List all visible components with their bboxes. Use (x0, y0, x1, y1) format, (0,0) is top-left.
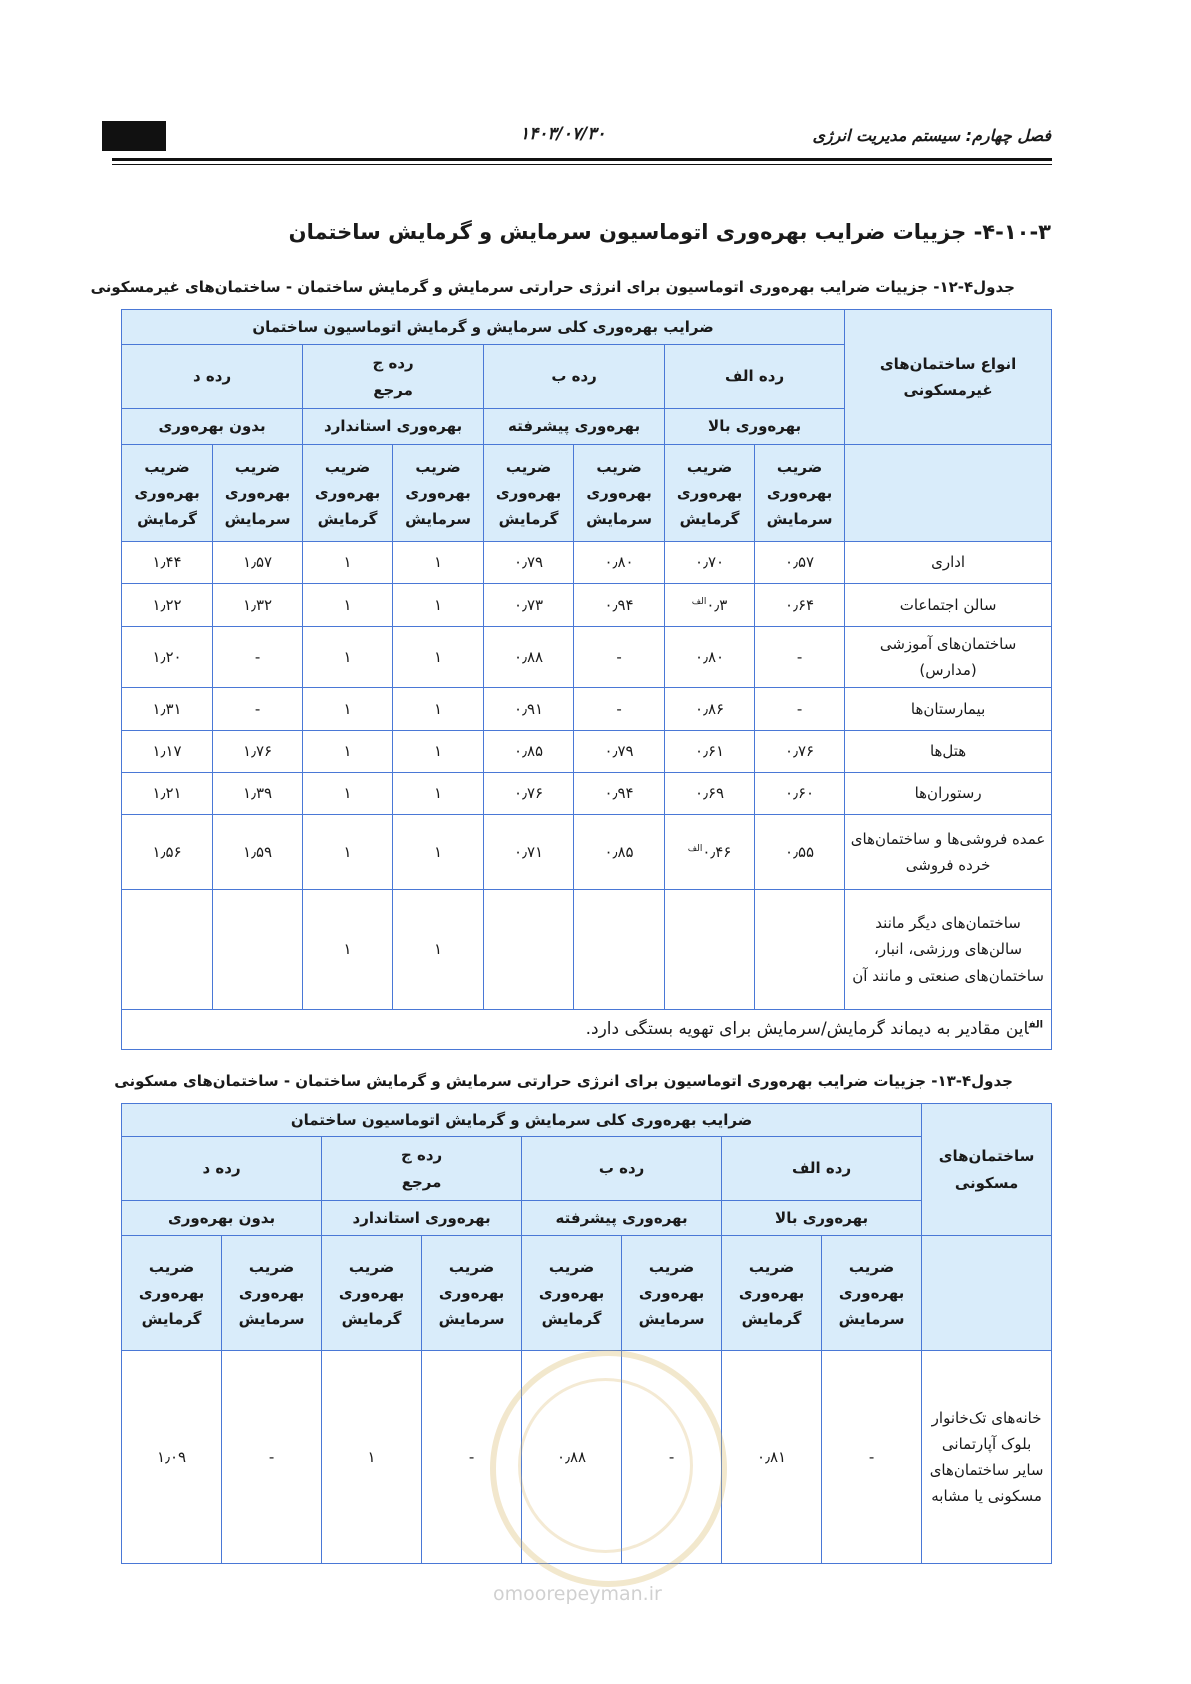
table-cell (574, 890, 665, 1010)
table1-sub-cooling-0: ضریب بهره‌وری سرمایش (755, 445, 845, 542)
table-cell: $۰٫۴۶^{الف}$ (665, 815, 755, 890)
table1-group-header: ضرایب بهره‌وری کلی سرمایش و گرمایش اتوماسیون ساختمان (122, 310, 845, 345)
table-cell: - (755, 688, 845, 731)
table-cell: ۰٫۶۱ (665, 731, 755, 773)
table-cell: ۱ (393, 890, 484, 1010)
header-rule-thick (112, 158, 1052, 161)
table-cell: ۱٫۳۹ (213, 773, 303, 815)
table1-desc-b: بهره‌وری پیشرفته (484, 409, 665, 445)
table-cell: - (213, 688, 303, 731)
table-cell: ۱٫۳۱ (122, 688, 213, 731)
table-cell: ۰٫۶۴ (755, 584, 845, 627)
table-cell: ۱٫۳۲ (213, 584, 303, 627)
table-cell: ۰٫۷۹ (574, 731, 665, 773)
table-row (122, 627, 1052, 688)
footnote-mark: الف (691, 596, 707, 607)
table-cell: - (755, 627, 845, 688)
footnote-mark: الف (687, 843, 703, 854)
table-cell: ۰٫۷۱ (484, 815, 574, 890)
table-cell (665, 890, 755, 1010)
seal-watermark (490, 1350, 727, 1587)
header-date: ۱۴۰۳/۰۷/۳۰ (520, 124, 606, 144)
table2-class-a: رده الف (722, 1137, 922, 1201)
table2-class-b: رده ب (522, 1137, 722, 1201)
table2-sub-heating-3: ضریب بهره‌وری گرمایش (522, 1236, 622, 1351)
table-cell: ۱ (393, 688, 484, 731)
note-text: این مقادیر به دیماند گرمایش/سرمایش برای تهویه بستگی دارد. (585, 1018, 1029, 1039)
table-cell (213, 890, 303, 1010)
table-cell: ۰٫۵۵ (755, 815, 845, 890)
table-cell: - (222, 1351, 322, 1564)
table1-sub-heating-3: ضریب بهره‌وری گرمایش (484, 445, 574, 542)
table1-class-c: رده ج مرجع (303, 345, 484, 409)
table-cell: ۰٫۸۵ (574, 815, 665, 890)
table2-desc-b: بهره‌وری پیشرفته (522, 1201, 722, 1236)
table-row (122, 773, 1052, 815)
table-cell: - (574, 688, 665, 731)
table2-group-header: ضرایب بهره‌وری کلی سرمایش و گرمایش اتوماسیون ساختمان (122, 1104, 922, 1137)
table-cell: ۰٫۸۰ (574, 542, 665, 584)
table2-sub-cooling-0: ضریب بهره‌وری سرمایش (822, 1236, 922, 1351)
table2-desc-d: بدون بهره‌وری (122, 1201, 322, 1236)
table-cell: ۰٫۷۶ (755, 731, 845, 773)
row-label: خانه‌های تک‌خانوار بلوک آپارتمانی سایر ساختمان‌های مسکونی یا مشابه (922, 1351, 1052, 1564)
table2-class-c: رده ج مرجع (322, 1137, 522, 1201)
table-cell: - (422, 1351, 522, 1564)
table1-class-b: رده ب (484, 345, 665, 409)
table-cell: ۰٫۹۱ (484, 688, 574, 731)
table-row (122, 815, 1052, 890)
table1-desc-a: بهره‌وری بالا (665, 409, 845, 445)
table-cell: ۱٫۰۹ (122, 1351, 222, 1564)
table-cell: ۱ (303, 773, 393, 815)
table-row (122, 731, 1052, 773)
table-cell: ۱ (303, 815, 393, 890)
table-cell: ۰٫۸۱ (722, 1351, 822, 1564)
table-cell: ۱٫۵۷ (213, 542, 303, 584)
table1-note (122, 1010, 1052, 1050)
watermark-url: omoorepeyman.ir (493, 1583, 662, 1605)
table-cell: ۰٫۸۸ (522, 1351, 622, 1564)
table-cell: ۱ (303, 584, 393, 627)
table2-row-header: ساختمان‌های مسکونی (922, 1104, 1052, 1236)
table-cell: ۱ (393, 731, 484, 773)
table-cell: ۱ (303, 890, 393, 1010)
table-cell: - (213, 627, 303, 688)
table1-sub-cooling-6: ضریب بهره‌وری سرمایش (213, 445, 303, 542)
table-cell: ۱٫۲۱ (122, 773, 213, 815)
table-cell (755, 890, 845, 1010)
table2-sub-heating-7: ضریب بهره‌وری گرمایش (122, 1236, 222, 1351)
table-cell: ۱ (393, 542, 484, 584)
table1-sub-heating-1: ضریب بهره‌وری گرمایش (665, 445, 755, 542)
table1 (121, 309, 1052, 1050)
table-cell: ۰٫۸۸ (484, 627, 574, 688)
table2-desc-c: بهره‌وری استاندارد (322, 1201, 522, 1236)
row-label: ساختمان‌های آموزشی (مدارس) (845, 627, 1052, 688)
table-cell: ۱٫۲۲ (122, 584, 213, 627)
table1-desc-c: بهره‌وری استاندارد (303, 409, 484, 445)
table-row (122, 584, 1052, 627)
table-cell: ۱ (393, 584, 484, 627)
table-cell: ۱ (322, 1351, 422, 1564)
table-cell: ۰٫۸۶ (665, 688, 755, 731)
table-cell: ۰٫۶۰ (755, 773, 845, 815)
table1-sub-heating-7: ضریب بهره‌وری گرمایش (122, 445, 213, 542)
table-cell: ۱ (393, 815, 484, 890)
table2-sub-empty (922, 1236, 1052, 1351)
header-chapter: فصل چهارم: سیستم مدیریت انرژی (812, 126, 1051, 145)
table-cell: ۱ (303, 542, 393, 584)
table-cell: ۱ (303, 627, 393, 688)
table-cell: ۰٫۶۹ (665, 773, 755, 815)
table-cell: ۱ (303, 688, 393, 731)
table1-sub-cooling-2: ضریب بهره‌وری سرمایش (574, 445, 665, 542)
table-cell: - (574, 627, 665, 688)
table2-sub-heating-1: ضریب بهره‌وری گرمایش (722, 1236, 822, 1351)
table-row (122, 890, 1052, 1010)
table-cell: ۰٫۸۵ (484, 731, 574, 773)
table1-sub-heating-5: ضریب بهره‌وری گرمایش (303, 445, 393, 542)
table1-caption: جدول۴-۱۲- جزییات ضرایب بهره‌وری اتوماسیون برای انرژی حرارتی سرمایش و گرمایش ساختمان - ساختمان‌های غیرمسکونی (90, 278, 1015, 296)
table-cell: ۱ (303, 731, 393, 773)
table2-class-d: رده د (122, 1137, 322, 1201)
table-cell: ۱٫۱۷ (122, 731, 213, 773)
table1-sub-empty (845, 445, 1052, 542)
table-cell (122, 890, 213, 1010)
table-row (122, 688, 1052, 731)
table-cell: ۰٫۹۴ (574, 773, 665, 815)
table2-sub-cooling-2: ضریب بهره‌وری سرمایش (622, 1236, 722, 1351)
table-cell: ۱ (393, 627, 484, 688)
row-label: بیمارستان‌ها (845, 688, 1052, 731)
table-cell: - (622, 1351, 722, 1564)
table1-class-d: رده د (122, 345, 303, 409)
table-cell: ۰٫۷۳ (484, 584, 574, 627)
header-rule-thin (112, 164, 1052, 165)
table-cell: - (822, 1351, 922, 1564)
note-mark: الف (1028, 1018, 1044, 1030)
table-cell: ۰٫۹۴ (574, 584, 665, 627)
table-cell: ۱٫۴۴ (122, 542, 213, 584)
table-cell: $۰٫۳^{الف}$ (665, 584, 755, 627)
table-cell: ۰٫۵۷ (755, 542, 845, 584)
table-cell: ۰٫۷۰ (665, 542, 755, 584)
table2-sub-heating-5: ضریب بهره‌وری گرمایش (322, 1236, 422, 1351)
table2-sub-cooling-4: ضریب بهره‌وری سرمایش (422, 1236, 522, 1351)
table-cell: ۰٫۷۹ (484, 542, 574, 584)
table2-desc-a: بهره‌وری بالا (722, 1201, 922, 1236)
row-label: عمده فروشی‌ها و ساختمان‌های خرده فروشی (845, 815, 1052, 890)
row-label: سالن اجتماعات (845, 584, 1052, 627)
section-title: ۴-۱۰-۳- جزییات ضرایب بهره‌وری اتوماسیون سرمایش و گرمایش ساختمان (288, 220, 1051, 244)
table2-caption: جدول۴-۱۳- جزییات ضرایب بهره‌وری اتوماسیون برای انرژی حرارتی سرمایش و گرمایش ساختمان - ساختمان‌های مسکونی (114, 1072, 1013, 1090)
table1-row-header: انواع ساختمان‌های غیرمسکونی (845, 310, 1052, 445)
table-cell (484, 890, 574, 1010)
table-cell: ۰٫۷۶ (484, 773, 574, 815)
table-row (122, 542, 1052, 584)
table1-sub-cooling-4: ضریب بهره‌وری سرمایش (393, 445, 484, 542)
row-label: اداری (845, 542, 1052, 584)
table-cell: ۱ (393, 773, 484, 815)
row-label: هتل‌ها (845, 731, 1052, 773)
table-cell: ۱٫۷۶ (213, 731, 303, 773)
table-cell: ۰٫۸۰ (665, 627, 755, 688)
table2-sub-cooling-6: ضریب بهره‌وری سرمایش (222, 1236, 322, 1351)
page-number-block (102, 121, 166, 151)
table1-desc-d: بدون بهره‌وری (122, 409, 303, 445)
row-label: رستوران‌ها (845, 773, 1052, 815)
table1-class-a: رده الف (665, 345, 845, 409)
table-cell: ۱٫۲۰ (122, 627, 213, 688)
table-cell: ۱٫۵۶ (122, 815, 213, 890)
table-cell: ۱٫۵۹ (213, 815, 303, 890)
row-label: ساختمان‌های دیگر مانند سالن‌های ورزشی، انبار، ساختمان‌های صنعتی و مانند آن (845, 890, 1052, 1010)
